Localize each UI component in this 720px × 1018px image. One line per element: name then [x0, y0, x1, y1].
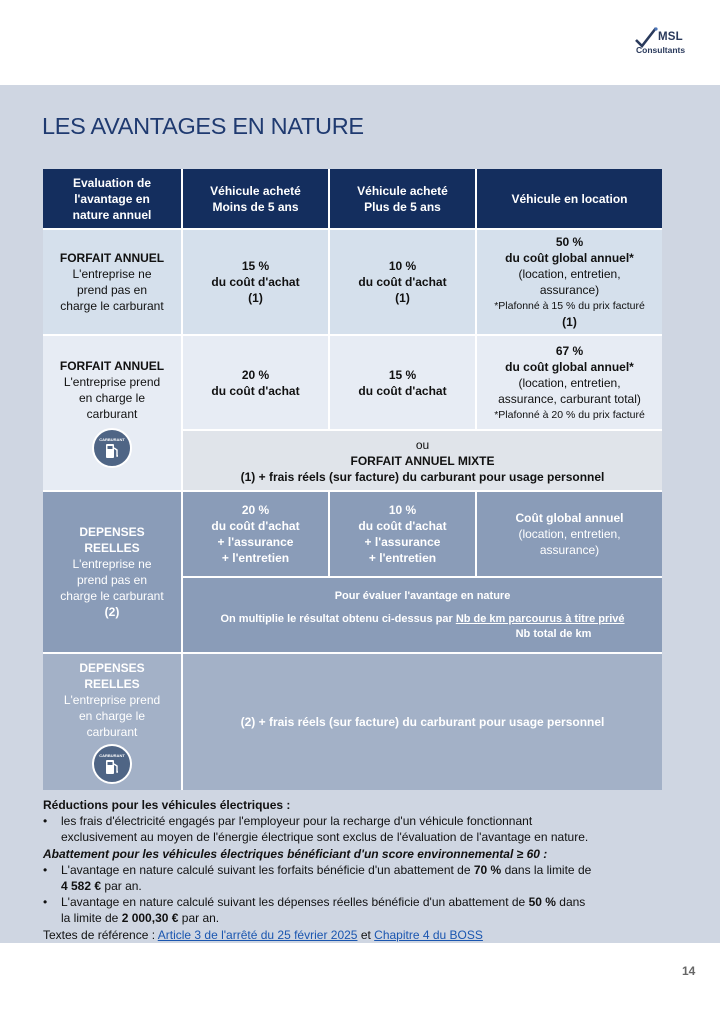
- note-text: la limite de: [61, 911, 119, 926]
- cell-line: (location, entretien,: [518, 527, 621, 541]
- msl-logo: [634, 26, 696, 60]
- row1-label-title: FORFAIT ANNUEL: [59, 251, 165, 265]
- header-line: Véhicule acheté: [210, 183, 301, 198]
- row3-cell-over-5: [330, 492, 475, 576]
- row3-label-line: L'entreprise ne: [72, 557, 152, 571]
- fuel-pump-icon: [92, 428, 132, 468]
- row1-label-line: prend pas en: [76, 283, 148, 297]
- header-line: nature annuel: [72, 207, 152, 222]
- row2-cell-over-5: [330, 336, 475, 429]
- notes-heading: Réductions pour les véhicules électriques :: [43, 798, 291, 812]
- header-line: Plus de 5 ans: [364, 199, 441, 214]
- row4-label: [43, 654, 181, 790]
- cell-line: (1): [395, 291, 410, 305]
- row2-cell-under-5: [183, 336, 328, 429]
- cell-line: + l'assurance: [364, 535, 441, 549]
- row1-cell-over-5: [330, 230, 475, 334]
- row3-label-line: prend pas en: [76, 573, 148, 587]
- cell-line: du coût d'achat: [211, 383, 300, 398]
- notes-section: [43, 797, 663, 943]
- note-bullet: • L'avantage en nature calculé suivant les forfaits bénéficie d'un abattement de 70 % dans la limite de 4 582 € par an.: [43, 862, 592, 894]
- cell-line: 10 %: [388, 259, 417, 273]
- cell-line: du coût global annuel*: [505, 251, 634, 265]
- row2-label-title: FORFAIT ANNUEL: [59, 359, 165, 373]
- note-text: L'avantage en nature calculé suivant les forfaits bénéficie d'un abattement de: [61, 862, 471, 877]
- reference-link-boss[interactable]: Chapitre 4 du BOSS: [374, 927, 483, 942]
- row1-cell-rental: 50 % du coût global annuel* (location, entretien, assurance) *Plafonné à 15 % du prix facturé (1): [477, 230, 662, 334]
- mixte-ou: ou: [415, 437, 430, 452]
- cell-line: 20 %: [241, 503, 270, 517]
- cell-line: (1): [248, 291, 263, 305]
- cell-line: Coût global annuel: [515, 511, 624, 525]
- row3-cell-under-5: [183, 492, 328, 576]
- note-line: les frais d'électricité engagés par l'employeur pour la recharge d'un véhicule fonctionnant: [61, 814, 533, 829]
- row1-label-line: charge le carburant: [60, 299, 164, 313]
- cell-line: 15 %: [241, 259, 270, 273]
- note-line: exclusivement au moyen de l'énergie électrique sont exclus de l'évaluation de l'avantage en nature.: [61, 830, 589, 845]
- cell-line: 50 %: [555, 235, 584, 249]
- row3-formula-cell: [183, 578, 662, 652]
- references: [43, 927, 663, 943]
- header-line: l'avantage en: [74, 191, 150, 206]
- row2-cell-rental: 67 % du coût global annuel* (location, entretien, assurance, carburant total) *Plafonné à 20 % du prix facturé: [477, 336, 662, 429]
- header-evaluation: [43, 169, 181, 228]
- cell-line: + l'assurance: [217, 535, 294, 549]
- page-number: 14: [682, 964, 696, 978]
- row3-label-line: charge le carburant: [60, 589, 164, 603]
- cell-line: du coût d'achat: [358, 519, 447, 533]
- cell-line: du coût d'achat: [211, 275, 300, 289]
- note-text: par an.: [104, 879, 142, 894]
- row4-cell: [183, 654, 662, 790]
- cell-line: 67 %: [555, 343, 584, 358]
- reference-link-arrete[interactable]: Article 3 de l'arrêté du 25 février 2025: [157, 927, 358, 942]
- row3-cell-rental: [477, 492, 662, 576]
- header-line: Véhicule acheté: [357, 183, 448, 198]
- row3-label-title: DEPENSES: [79, 525, 145, 539]
- row4-label-title: REELLES: [84, 677, 140, 691]
- cell-line: du coût d'achat: [358, 383, 447, 398]
- header-line: Evaluation de: [72, 175, 152, 190]
- row2-label-line: carburant: [86, 407, 138, 421]
- note-amount: 2 000,30 €: [121, 911, 179, 926]
- fuel-pump-label: CARBURANT: [99, 436, 125, 442]
- formula-pre: On multiplie le résultat obtenu ci-dessus par: [220, 612, 453, 625]
- row2-mixte-cell: [183, 431, 662, 490]
- header-bought-under-5: [183, 169, 328, 228]
- row1-cell-under-5: [183, 230, 328, 334]
- cell-line: + l'entretien: [221, 551, 290, 565]
- header-rental: [477, 169, 662, 228]
- row4-label-line: L'entreprise prend: [63, 693, 161, 707]
- cell-line: assurance): [539, 283, 600, 297]
- row4-text: (2) + frais réels (sur facture) du carburant pour usage personnel: [240, 715, 605, 729]
- cell-line: du coût global annuel*: [505, 359, 634, 374]
- row1-label-line: L'entreprise ne: [72, 267, 152, 281]
- logo-sub: Consultants: [636, 45, 686, 55]
- cell-line: 15 %: [388, 367, 417, 382]
- cell-line: assurance): [539, 543, 600, 557]
- mixte-title: FORFAIT ANNUEL MIXTE: [350, 453, 495, 468]
- row2-label: [43, 336, 181, 490]
- references-label: Textes de référence :: [43, 927, 156, 942]
- row3-label-ref: (2): [104, 605, 120, 619]
- row2-label-line: L'entreprise prend: [63, 375, 161, 389]
- row2-label-line: en charge le: [78, 391, 146, 405]
- cell-line: 20 %: [241, 367, 270, 382]
- cell-note: Plafonné à 15 % du prix facturé: [498, 300, 645, 312]
- references-and: et: [360, 927, 371, 942]
- header-line: Moins de 5 ans: [212, 199, 299, 214]
- cell-line: du coût d'achat: [211, 519, 300, 533]
- cell-line: 10 %: [388, 503, 417, 517]
- row3-label: [43, 492, 181, 652]
- cell-line: + l'entretien: [368, 551, 437, 565]
- fuel-pump-icon: [92, 744, 132, 784]
- cell-line: (location, entretien,: [518, 267, 621, 281]
- header-bought-over-5: [330, 169, 475, 228]
- page-title: LES AVANTAGES EN NATURE: [42, 113, 364, 139]
- fuel-pump-label: CARBURANT: [99, 752, 125, 758]
- mixte-text: (1) + frais réels (sur facture) du carburant pour usage personnel: [240, 469, 605, 484]
- row4-label-line: en charge le: [78, 709, 146, 723]
- cell-line: du coût d'achat: [358, 275, 447, 289]
- cell-note: Plafonné à 20 % du prix facturé: [498, 408, 645, 421]
- note-text: dans la limite de: [504, 862, 592, 877]
- note-pct: 70 %: [473, 862, 502, 877]
- note-bullet: • les frais d'électricité engagés par l'employeur pour la recharge d'un véhicule fonctionnant exclusivement au moyen de l'énergie électrique sont exclus de l'évaluation de l'avantage en nature.: [43, 813, 663, 845]
- cell-ref: (1): [562, 315, 577, 329]
- logo-name: MSL: [658, 31, 683, 43]
- row3-label-title: REELLES: [84, 541, 140, 555]
- note-text: dans: [559, 895, 586, 910]
- row4-label-line: carburant: [86, 725, 138, 739]
- notes-abattement: Abattement pour les véhicules électriques bénéficiant d'un score environnemental ≥ 60 :: [43, 846, 548, 861]
- formula-title: Pour évaluer l'avantage en nature: [334, 589, 511, 602]
- cell-line: assurance, carburant total): [498, 391, 641, 406]
- note-bullet: • L'avantage en nature calculé suivant les dépenses réelles bénéficie d'un abattement de 50 % dans la limite de 2 000,30 € par an.: [43, 895, 586, 926]
- note-text: par an.: [181, 911, 220, 926]
- formula-denominator: Nb total de km: [515, 627, 592, 640]
- header-line: Véhicule en location: [511, 191, 628, 206]
- note-pct: 50 %: [528, 895, 556, 910]
- formula-numerator: Nb de km parcourus à titre privé: [455, 612, 625, 625]
- row1-label: [43, 230, 181, 334]
- benefits-table: [43, 169, 662, 790]
- cell-line: (location, entretien,: [518, 375, 621, 390]
- note-text: L'avantage en nature calculé suivant les dépenses réelles bénéficie d'un abattement de: [61, 895, 526, 910]
- note-amount: 4 582 €: [61, 879, 102, 894]
- row4-label-title: DEPENSES: [79, 661, 145, 675]
